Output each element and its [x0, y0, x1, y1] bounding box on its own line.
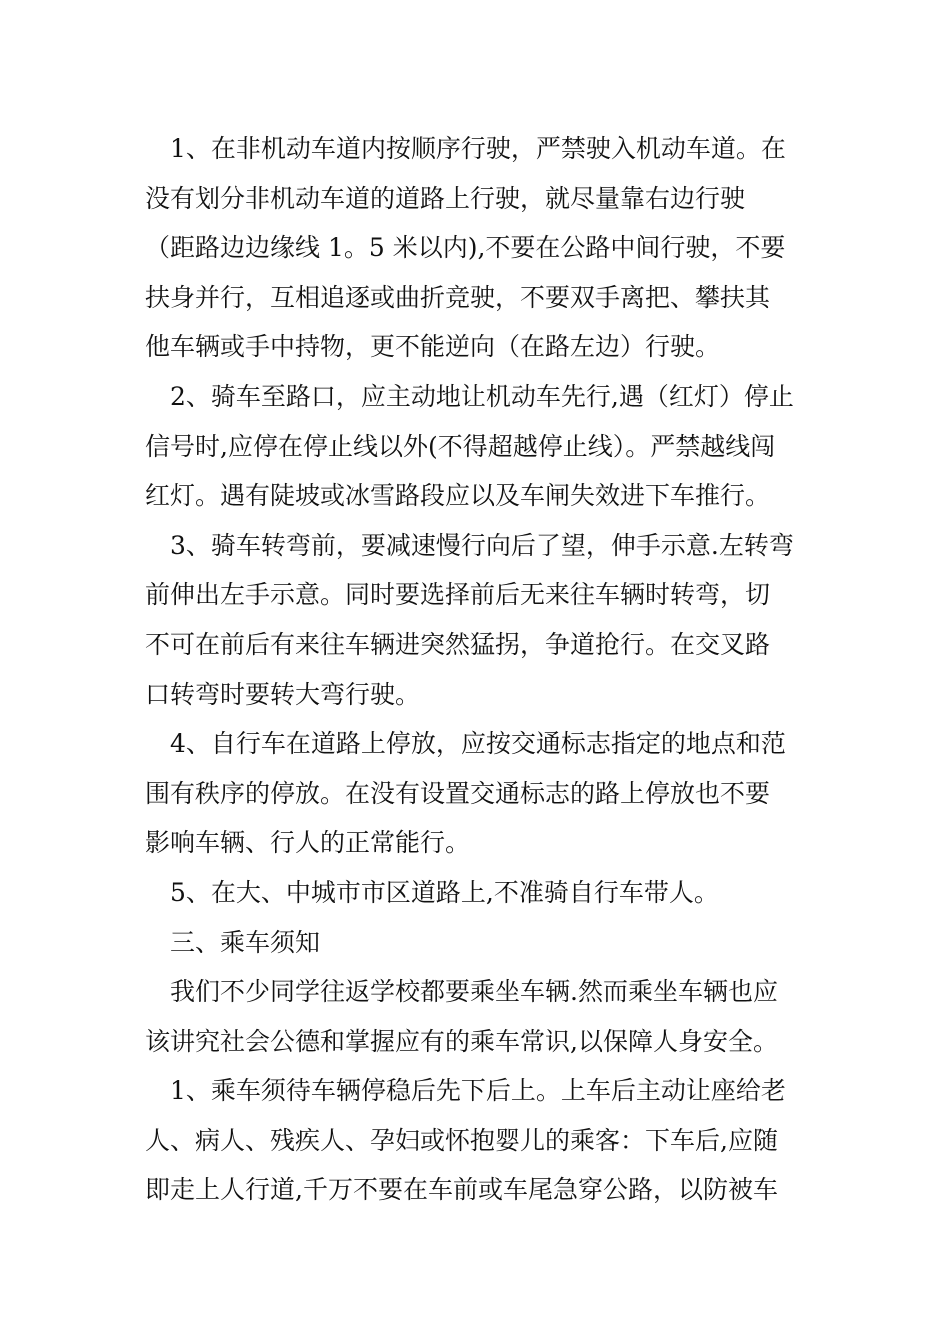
text-line: 信号时,应停在停止线以外(不得超越停止线）。严禁越线闯	[145, 431, 776, 461]
text-line: 没有划分非机动车道的道路上行驶，就尽量靠右边行驶	[145, 183, 746, 213]
text-line: 5、在大、中城市市区道路上,不准骑自行车带人。	[145, 877, 719, 907]
text-line: 2、骑车至路口，应主动地让机动车先行,遇（红灯）停止	[145, 381, 794, 411]
document-body	[145, 124, 815, 1215]
section-heading: 三、乘车须知	[145, 927, 321, 957]
text-line: 围有秩序的停放。在没有设置交通标志的路上停放也不要	[145, 778, 771, 808]
text-line: 不可在前后有来往车辆进突然猛拐，争道抢行。在交叉路	[145, 629, 771, 659]
text-line: 该讲究社会公德和掌握应有的乘车常识,以保障人身安全。	[145, 1026, 778, 1056]
text-line: 1、在非机动车道内按顺序行驶，严禁驶入机动车道。在	[145, 134, 786, 163]
text-line: 红灯。遇有陡坡或冰雪路段应以及车闸失效进下车推行。	[145, 481, 771, 511]
text-line: 1、乘车须待车辆停稳后先下后上。上车后主动让座给老	[145, 1076, 786, 1106]
text-line: 他车辆或手中持物，更不能逆向（在路左边）行驶。	[145, 332, 721, 362]
text-line: 即走上人行道,千万不要在车前或车尾急穿公路，以防被车	[145, 1175, 778, 1205]
text-line: 前伸出左手示意。同时要选择前后无来往车辆时转弯，切	[145, 580, 771, 610]
text-line: 4、自行车在道路上停放，应按交通标志指定的地点和范	[145, 729, 786, 759]
text-line: 扶身并行，互相追逐或曲折竞驶，不要双手离把、攀扶其	[145, 282, 771, 312]
text-line: 3、骑车转弯前，要减速慢行向后了望，伸手示意.左转弯	[145, 530, 794, 560]
text-line: 我们不少同学往返学校都要乘坐车辆.然而乘坐车辆也应	[145, 977, 778, 1007]
text-line: 人、病人、残疾人、孕妇或怀抱婴儿的乘客：下车后,应随	[145, 1125, 778, 1155]
text-line: 影响车辆、行人的正常能行。	[145, 828, 471, 858]
text-line: （距路边边缘线 1。5 米以内),不要在公路中间行驶，不要	[145, 233, 786, 263]
text-line: 口转弯时要转大弯行驶。	[145, 679, 421, 709]
